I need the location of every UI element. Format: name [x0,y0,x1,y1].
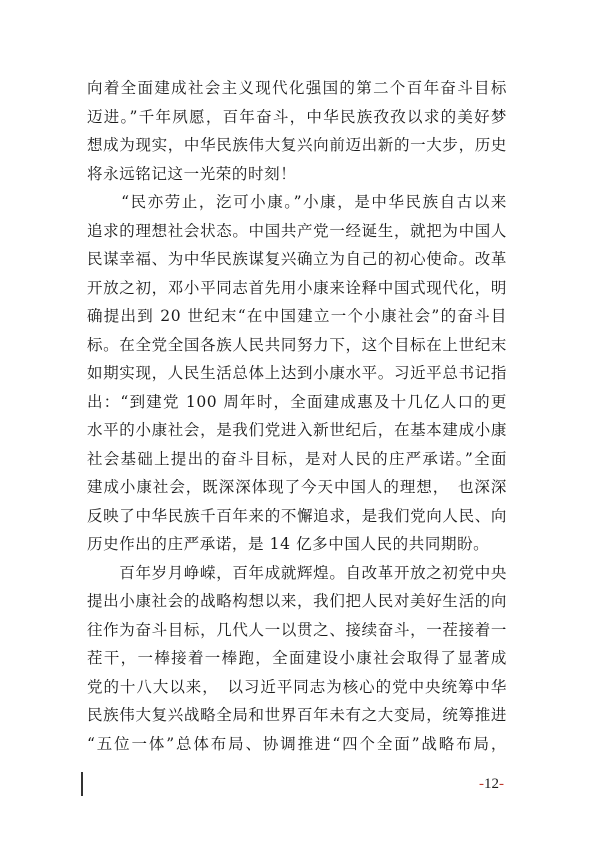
text-line: 社会基础上提出的奋斗目标，是对人民的庄严承诺。”全面 [87,449,507,468]
text-line: 民族伟大复兴战略全局和世界百年未有之大变局，统筹推进 [87,706,507,724]
text-line: “民亦劳止，汔可小康。”小康，是中华民族自古以来 [87,193,507,211]
text-line: 反映了中华民族千百年来的不懈追求，是我们党向人民、向 [87,506,507,525]
body-text [87,74,507,758]
text-line: 追求的理想社会状态。中国共产党一经诞生，就把为中国人 [87,221,507,240]
text-line: 如期实现，人民生活总体上达到小康水平。习近平总书记指 [87,364,507,382]
text-line: “五位一体”总体布局、协调推进“四个全面”战略布局， [87,734,507,753]
text-line: 水平的小康社会，是我们党进入新世纪后，在基本建成小康 [87,421,507,439]
page-number [479,776,504,793]
text-line: 历史作出的庄严承诺，是 14 亿多中国人民的共同期盼。 [87,535,490,553]
text-line: 迈进。”千年夙愿，百年奋斗，中华民族孜孜以求的美好梦 [87,107,507,126]
text-line: 建成小康社会，既深深体现了今天中国人的理想， 也深深 [87,478,507,496]
text-line: 茬干，一棒接着一棒跑，全面建设小康社会取得了显著成 [87,649,507,667]
text-line: 出：“到建党 100 周年时，全面建成惠及十几亿人口的更 [87,392,507,411]
text-line: 民谋幸福、为中华民族谋复兴确立为自己的初心使命。改革 [87,250,507,268]
text-line: 想成为现实，中华民族伟大复兴向前迈出新的一大步，历史 [87,136,507,154]
text-line: 确提出到 20 世纪末“在中国建立一个小康社会”的奋斗目 [87,307,507,325]
text-line: 向着全面建成社会主义现代化强国的第二个百年奋斗目标 [87,79,507,97]
text-line: 提出小康社会的战略构想以来，我们把人民对美好生活的向 [87,592,507,610]
text-line: 百年岁月峥嵘，百年成就辉煌。自改革开放之初党中央 [87,563,507,582]
gutter-bar [81,772,83,796]
text-line: 党的十八大以来， 以习近平同志为核心的党中央统筹中华 [87,677,507,696]
page-number-dash-right: - [499,776,504,792]
page-number-value: 12 [484,776,499,792]
text-line: 将永远铭记这一光荣的时刻！ [87,164,297,183]
text-line: 开放之初，邓小平同志首先用小康来诠释中国式现代化，明 [87,278,507,297]
page-number-dash-left: - [479,776,484,792]
text-line: 标。在全党全国各族人民共同努力下，这个目标在上世纪末 [87,335,507,354]
text-line: 往作为奋斗目标，几代人一以贯之、接续奋斗，一茬接着一 [87,620,507,639]
